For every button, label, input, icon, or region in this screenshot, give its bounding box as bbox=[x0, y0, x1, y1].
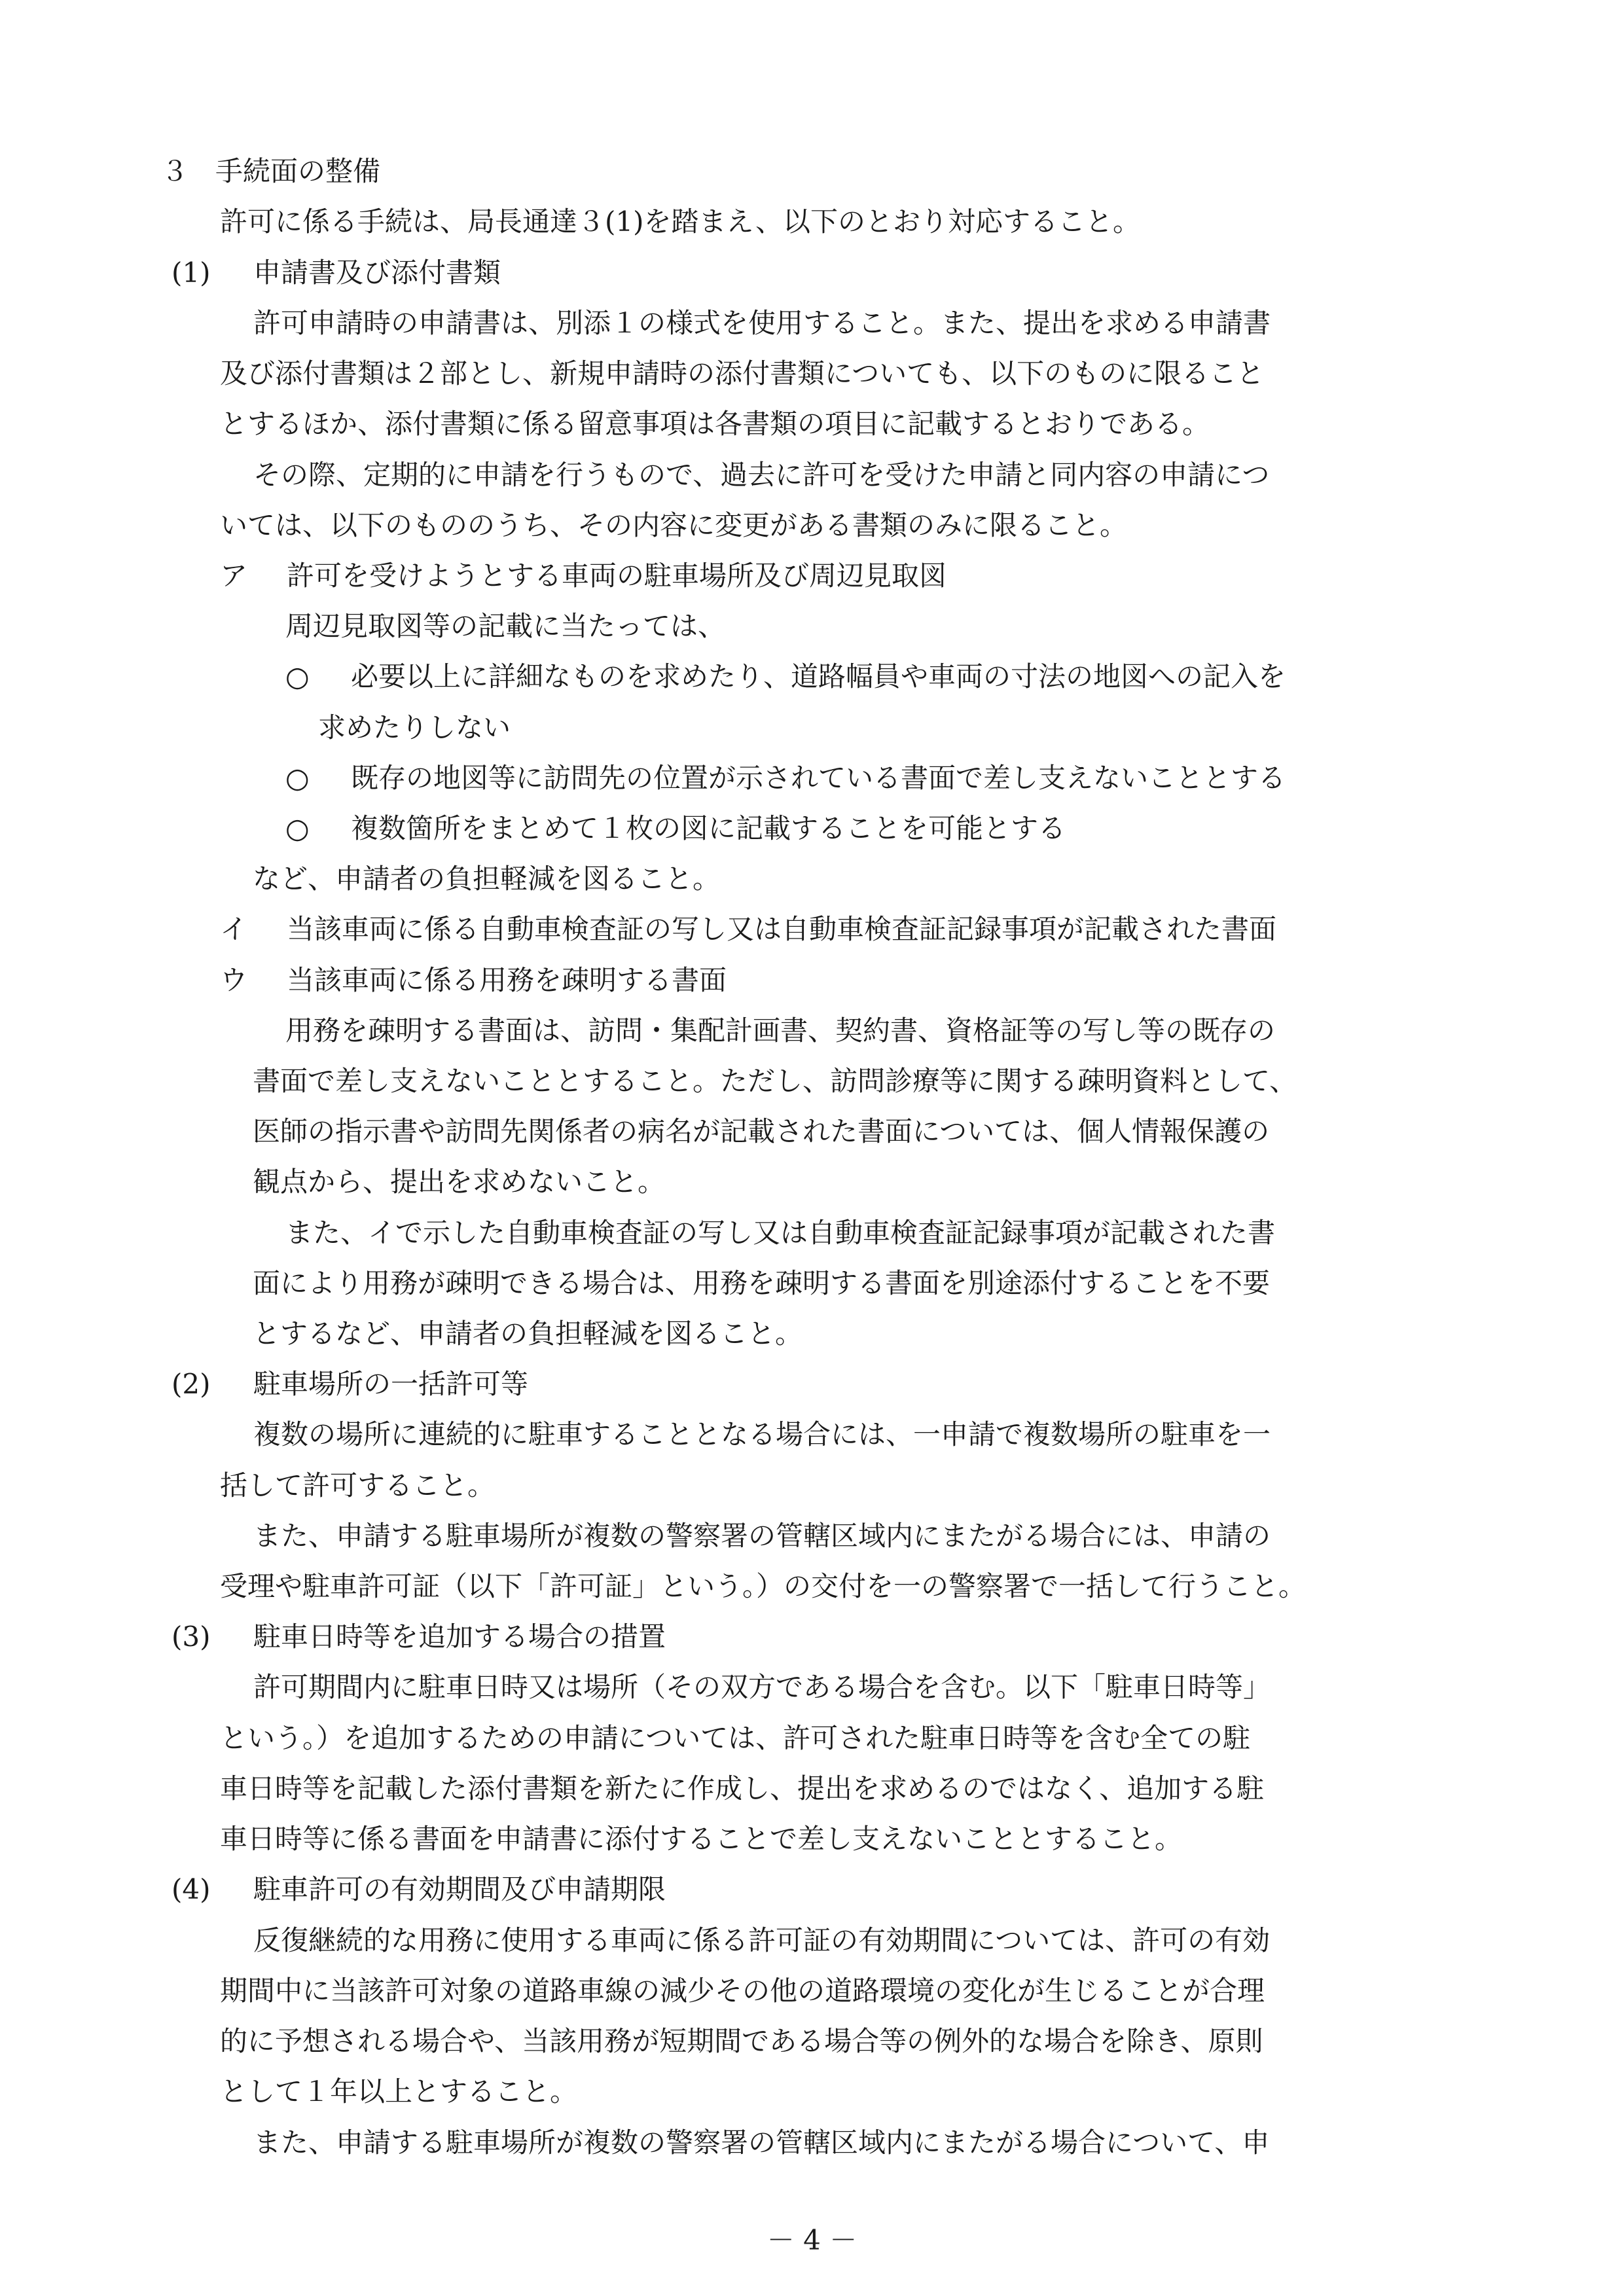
bullet-text: 必要以上に詳細なものを求めたり、道路幅員や車両の寸法の地図への記入を bbox=[351, 660, 1286, 692]
bullet-text-cont: 求めたりしない bbox=[318, 711, 511, 744]
item4-title: 駐車許可の有効期間及び申請期限 bbox=[253, 1873, 666, 1905]
paragraph-line: その際、定期的に申請を行うもので、過去に許可を受けた申請と同内容の申請につ bbox=[253, 459, 1270, 491]
paragraph-line: 許可期間内に駐車日時又は場所（その双方である場合を含む。以下「駐車日時等」 bbox=[253, 1671, 1271, 1703]
item1-number: (1) bbox=[171, 257, 211, 289]
paragraph-line: という。）を追加するための申請については、許可された駐車日時等を含む全ての駐 bbox=[220, 1722, 1251, 1754]
paragraph-line: 観点から、提出を求めないこと。 bbox=[253, 1166, 666, 1198]
item1-a-label: ア bbox=[220, 560, 248, 592]
paragraph-line: また、イで示した自動車検査証の写し又は自動車検査証記録事項が記載された書 bbox=[285, 1217, 1276, 1249]
item3-title: 駐車日時等を追加する場合の措置 bbox=[253, 1621, 666, 1653]
item1-u-text: 当該車両に係る用務を疎明する書面 bbox=[287, 964, 727, 996]
section-intro: 許可に係る手続は、局長通達３(1)を踏まえ、以下のとおり対応すること。 bbox=[220, 206, 1141, 238]
paragraph-line: 周辺見取図等の記載に当たっては、 bbox=[285, 610, 726, 642]
section-number: ３ bbox=[161, 155, 189, 187]
item1-title: 申請書及び添付書類 bbox=[253, 257, 501, 289]
paragraph-line: また、申請する駐車場所が複数の警察署の管轄区域内にまたがる場合について、申 bbox=[253, 2126, 1270, 2159]
item4-number: (4) bbox=[171, 1873, 211, 1905]
paragraph-line: 許可申請時の申請書は、別添１の様式を使用すること。また、提出を求める申請書 bbox=[253, 307, 1271, 339]
paragraph-line: 括して許可すること。 bbox=[220, 1469, 496, 1501]
item1-i-label: イ bbox=[220, 913, 248, 945]
paragraph-line: 期間中に当該許可対象の道路車線の減少その他の道路環境の変化が生じることが合理 bbox=[220, 1975, 1265, 2007]
paragraph-line: として１年以上とすること。 bbox=[220, 2075, 578, 2108]
item2-number: (2) bbox=[171, 1368, 211, 1400]
bullet-circle: ○ bbox=[285, 660, 310, 692]
page-number: － 4 － bbox=[767, 2224, 857, 2256]
paragraph-line: 医師の指示書や訪問先関係者の病名が記載された書面については、個人情報保護の bbox=[253, 1115, 1270, 1147]
paragraph-line: 複数の場所に連続的に駐車することとなる場合には、一申請で複数場所の駐車を一 bbox=[253, 1418, 1271, 1450]
paragraph-line: 書面で差し支えないこととすること。ただし、訪問診療等に関する疎明資料として、 bbox=[253, 1065, 1297, 1097]
paragraph-line: とするほか、添付書類に係る留意事項は各書類の項目に記載するとおりである。 bbox=[220, 408, 1210, 440]
item3-number: (3) bbox=[171, 1621, 211, 1653]
paragraph-line: 面により用務が疎明できる場合は、用務を疎明する書面を別途添付することを不要 bbox=[253, 1267, 1271, 1299]
bullet-circle: ○ bbox=[285, 762, 310, 794]
paragraph-line: 用務を疎明する書面は、訪問・集配計画書、契約書、資格証等の写し等の既存の bbox=[285, 1014, 1276, 1047]
paragraph-line: 車日時等に係る書面を申請書に添付することで差し支えないこととすること。 bbox=[220, 1823, 1183, 1855]
paragraph-line: など、申請者の負担軽減を図ること。 bbox=[253, 863, 721, 895]
paragraph-line: いては、以下のもののうち、その内容に変更がある書類のみに限ること。 bbox=[220, 509, 1128, 541]
paragraph-line: 受理や駐車許可証（以下「許可証」という。）の交付を一の警察署で一括して行うこと。 bbox=[220, 1570, 1307, 1602]
paragraph-line: また、申請する駐車場所が複数の警察署の管轄区域内にまたがる場合には、申請の bbox=[253, 1520, 1271, 1552]
paragraph-line: 及び添付書類は２部とし、新規申請時の添付書類についても、以下のものに限ること bbox=[220, 357, 1265, 389]
bullet-text: 既存の地図等に訪問先の位置が示されている書面で差し支えないこととする bbox=[351, 762, 1286, 794]
bullet-circle: ○ bbox=[285, 812, 310, 844]
section-title: 手続面の整備 bbox=[215, 155, 381, 187]
paragraph-line: とするなど、申請者の負担軽減を図ること。 bbox=[253, 1318, 803, 1350]
item1-i-text: 当該車両に係る自動車検査証の写し又は自動車検査証記録事項が記載された書面 bbox=[287, 913, 1277, 945]
paragraph-line: 的に予想される場合や、当該用務が短期間である場合等の例外的な場合を除き、原則 bbox=[220, 2025, 1263, 2057]
paragraph-line: 車日時等を記載した添付書類を新たに作成し、提出を求めるのではなく、追加する駐 bbox=[220, 1772, 1265, 1804]
item1-u-label: ウ bbox=[220, 964, 248, 996]
item2-title: 駐車場所の一括許可等 bbox=[253, 1368, 529, 1400]
paragraph-line: 反復継続的な用務に使用する車両に係る許可証の有効期間については、許可の有効 bbox=[253, 1924, 1271, 1956]
bullet-text: 複数箇所をまとめて１枚の図に記載することを可能とする bbox=[351, 812, 1066, 844]
item1-a-text: 許可を受けようとする車両の駐車場所及び周辺見取図 bbox=[287, 560, 947, 592]
